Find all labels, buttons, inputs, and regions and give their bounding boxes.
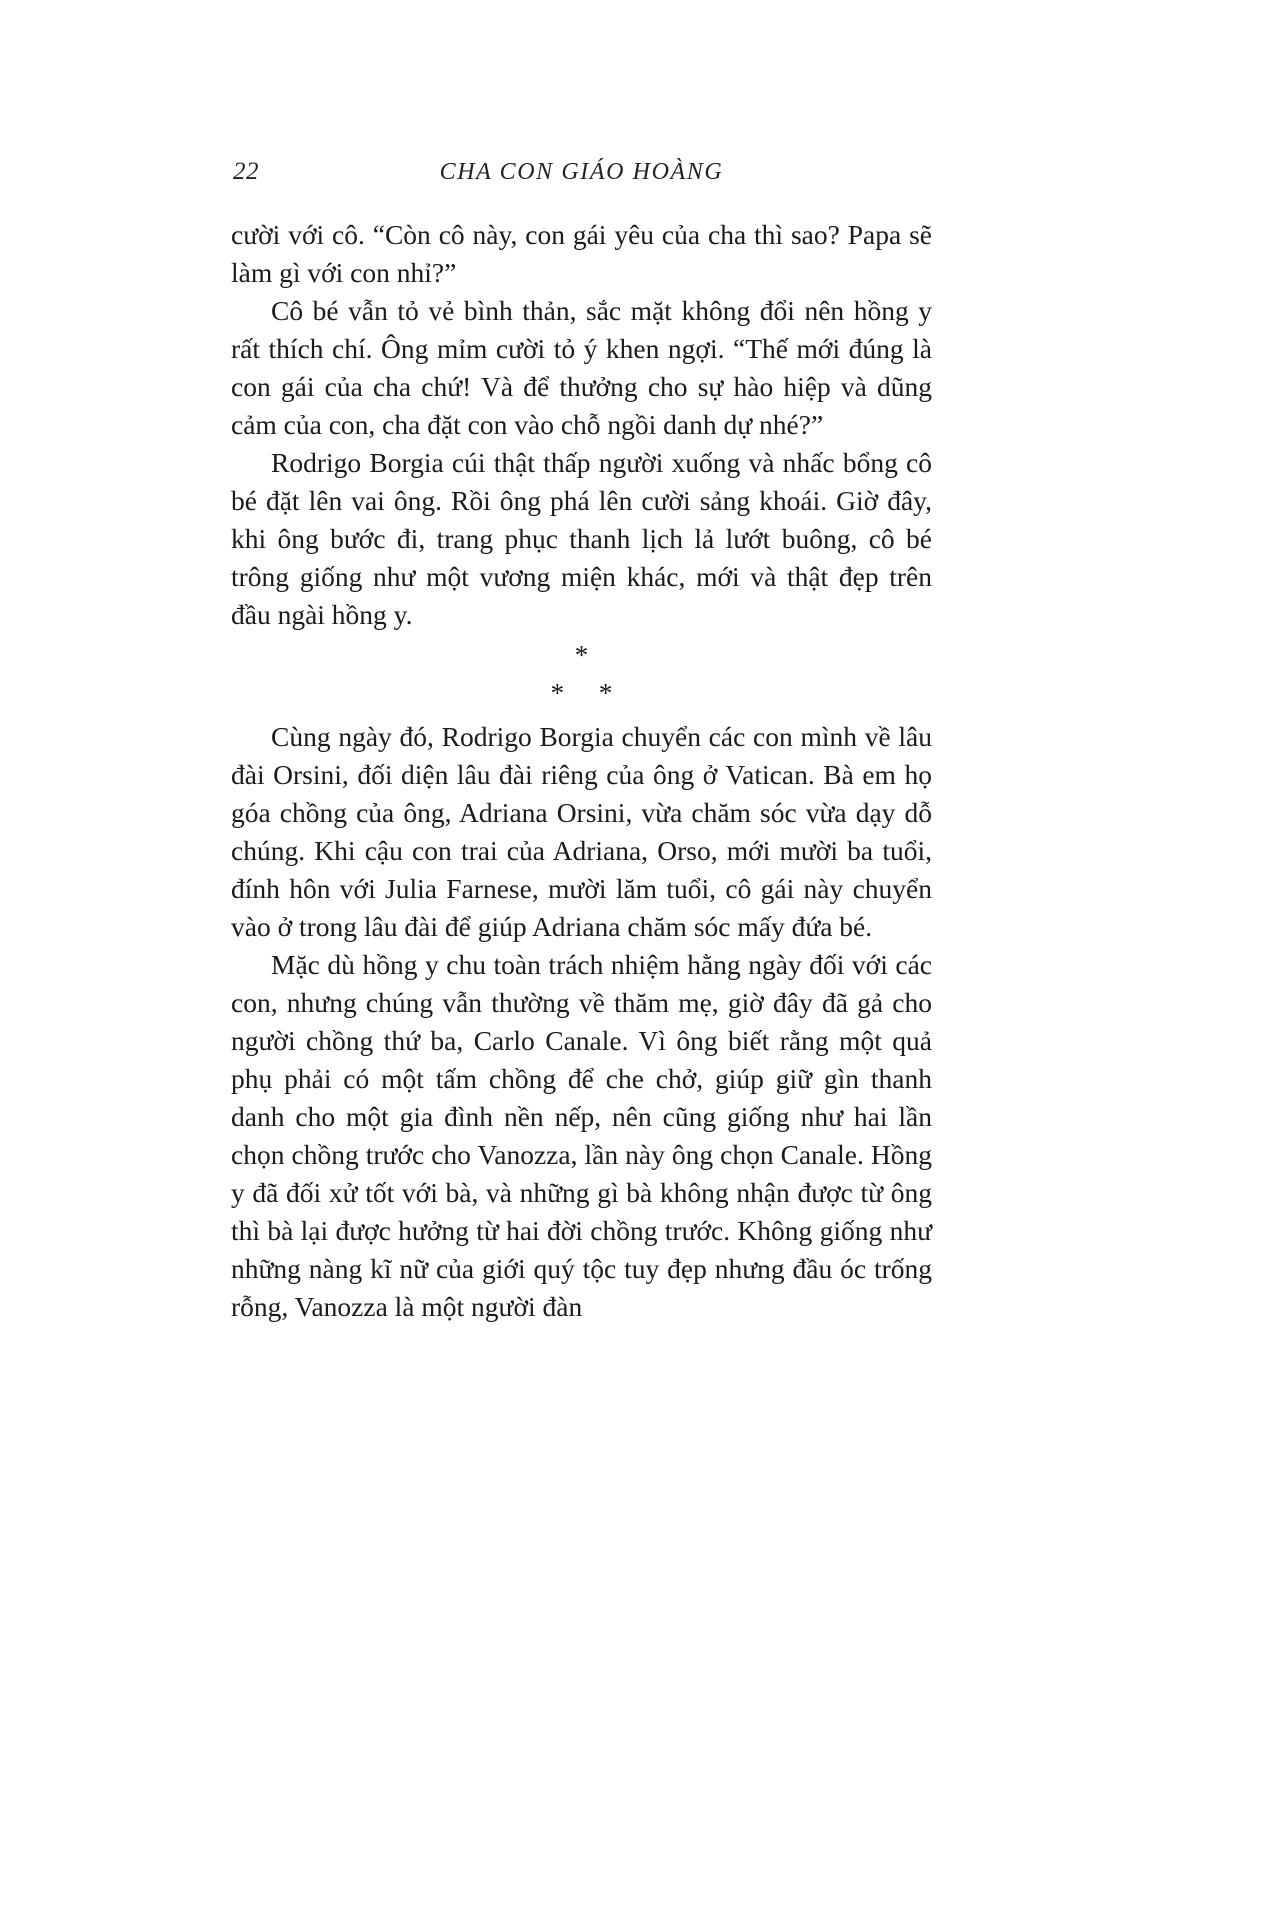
section-separator xyxy=(231,636,932,712)
page-number: 22 xyxy=(233,158,259,185)
header-title: CHA CON GIÁO HOÀNG xyxy=(439,159,724,185)
paragraph: Cùng ngày đó, Rodrigo Borgia chuyển các con mình về lâu đài Orsini, đối diện lâu đài riêng của ông ở Vatican. Bà em họ góa chồng của ông, Adriana Orsini, vừa chăm sóc vừa dạy dỗ chúng. Khi cậu con trai của Adriana, Orso, mới mười ba tuổi, đính hôn với Julia Farnese, mười lăm tuổi, cô gái này chuyển vào ở trong lâu đài để giúp Adriana chăm sóc mấy đứa bé. xyxy=(231,721,932,942)
separator-asterisk-top: * xyxy=(574,640,589,670)
paragraph: cười với cô. “Còn cô này, con gái yêu của cha thì sao? Papa sẽ làm gì với con nhỉ?” xyxy=(231,219,932,288)
paragraph: Rodrigo Borgia cúi thật thấp người xuống và nhấc bổng cô bé đặt lên vai ông. Rồi ông phá lên cười sảng khoái. Giờ đây, khi ông bước đi, trang phục thanh lịch lả lướt buông, cô bé trông giống như một vương miện khác, mới và thật đẹp trên đầu ngài hồng y. xyxy=(231,447,932,630)
paragraph: Mặc dù hồng y chu toàn trách nhiệm hằng ngày đối với các con, nhưng chúng vẫn thường về thăm mẹ, giờ đây đã gả cho người chồng thứ ba, Carlo Canale. Vì ông biết rằng một quả phụ phải có một tấm chồng để che chở, giúp giữ gìn thanh danh cho một gia đình nền nếp, nên cũng giống như hai lần chọn chồng trước cho Vanozza, lần này ông chọn Canale. Hồng y đã đối xử tốt với bà, và những gì bà không nhận được từ ông thì bà lại được hưởng từ hai đời chồng trước. Không giống như những nàng kĩ nữ của giới quý tộc tuy đẹp nhưng đầu óc trống rỗng, Vanozza là một người đàn xyxy=(231,949,932,1322)
text-block xyxy=(231,158,932,1326)
paragraph: Cô bé vẫn tỏ vẻ bình thản, sắc mặt không đổi nên hồng y rất thích chí. Ông mỉm cười tỏ ý khen ngợi. “Thế mới đúng là con gái của cha chứ! Và để thưởng cho sự hào hiệp và dũng cảm của con, cha đặt con vào chỗ ngồi danh dự nhé?” xyxy=(231,295,932,440)
running-header xyxy=(231,158,932,192)
separator-asterisks-bottom: * * xyxy=(550,678,613,708)
body-text xyxy=(231,216,932,1326)
